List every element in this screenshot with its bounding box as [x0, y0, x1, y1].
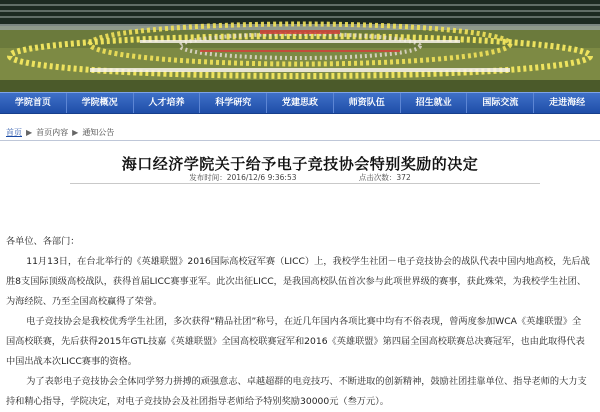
stadium-performance-photo: [0, 0, 600, 92]
publish-time: 发布时间：2016/12/6 9:36:53: [189, 173, 297, 182]
main-nav: [0, 92, 600, 114]
breadcrumb-divider: [0, 140, 600, 141]
article-paragraph: 电子竞技协会是我校优秀学生社团，多次获得“精品社团”称号，在近几年国内各项比赛中均有不俗表现，曾两度参加WCA《英雄联盟》全国高校联赛，先后获得2015年GTL技嘉《英雄联盟》全国高校联赛冠军和2016《英雄联盟》第四届全国高校联赛总决赛冠军，也由此取得代表中国出战本次LICC赛事的资格。: [6, 316, 585, 367]
article-paragraph: 为了表彰电子竞技协会全体同学努力拼搏的顽强意志、卓越超群的电竞技巧、不断进取的创新精神，鼓励社团挂靠单位、指导老师的大力支持和精心指导，学院决定，对电子竞技协会及社团指导老师给予特别奖励30000元（叁万元）。: [6, 376, 587, 407]
nav-faculty[interactable]: 师资队伍: [334, 93, 401, 113]
salutation: 各单位、各部门：: [6, 236, 80, 247]
nav-education[interactable]: 人才培养: [134, 93, 201, 113]
nav-research[interactable]: 科学研究: [200, 93, 267, 113]
breadcrumb: [6, 126, 114, 138]
click-count: 点击次数：372: [358, 173, 411, 182]
breadcrumb-notice[interactable]: 通知公告: [82, 127, 115, 137]
breadcrumb-separator-icon: ▶: [26, 127, 33, 137]
article-body: [6, 232, 590, 412]
breadcrumb-content[interactable]: 首页内容: [36, 127, 69, 137]
breadcrumb-home-link[interactable]: 首页: [6, 127, 22, 137]
article-paragraph: 11月13日，在台北举行的《英雄联盟》2016国际高校冠军赛（LICC）上，我校学生社团－电子竞技协会的战队代表中国内地高校，先后战胜8支国际顶级高校战队，获得首届LICC赛事亚军。此次出征LICC，是我国高校队伍首次参与此项世界级的赛事，获此殊荣，为我校学生社团、为海经院、乃至全国高校赢得了荣誉。: [6, 256, 590, 307]
nav-explore[interactable]: 走进海经: [549, 98, 586, 108]
nav-home[interactable]: 学院首页: [0, 93, 67, 113]
breadcrumb-separator-icon: ▶: [72, 127, 79, 137]
nav-about[interactable]: 学院概况: [67, 93, 134, 113]
article-meta: [0, 172, 600, 183]
title-divider: [70, 183, 540, 184]
banner-image: [0, 0, 600, 92]
nav-admission[interactable]: 招生就业: [401, 93, 468, 113]
article-title: 海口经济学院关于给予电子竞技协会特别奖励的决定: [121, 155, 479, 173]
nav-international[interactable]: 国际交流: [467, 93, 534, 113]
nav-party[interactable]: 党建思政: [267, 93, 334, 113]
